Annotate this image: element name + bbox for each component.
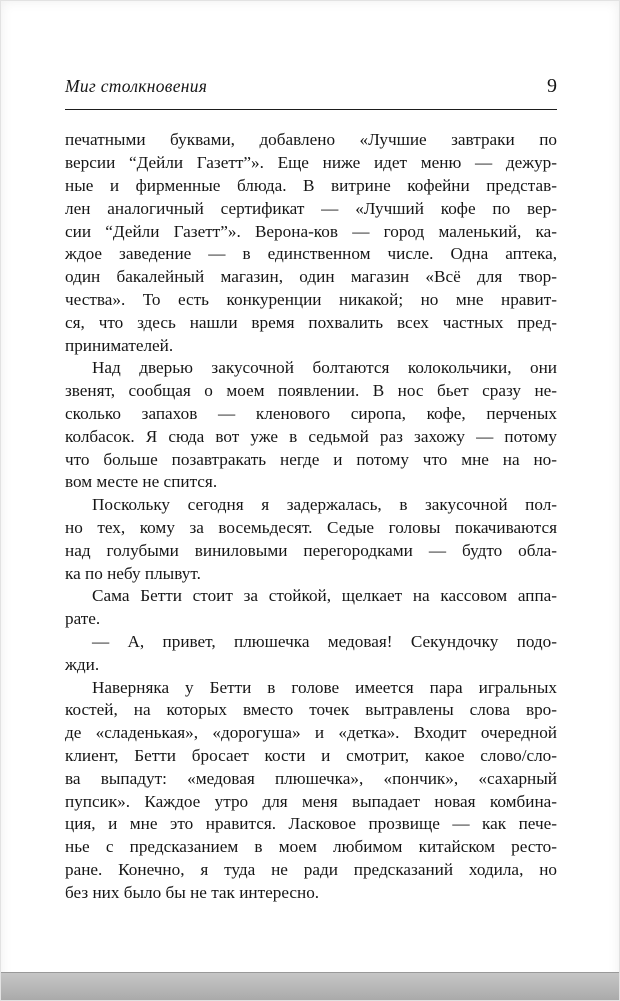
text-line: лен аналогичный сертификат — «Лучший кофе по вер- — [65, 198, 557, 218]
text-line: пупсик». Каждое утро для меня выпадает новая комбина- — [65, 791, 557, 811]
paragraph — [65, 677, 557, 905]
text-line: ране. Конечно, я туда не ради предсказаний ходила, но — [65, 859, 557, 879]
paragraph — [65, 129, 557, 357]
running-title: Миг столкновения — [65, 76, 208, 96]
text-line: ждое заведение — в единственном числе. Одна аптека, — [65, 244, 557, 264]
text-line: Поскольку сегодня я задержалась, в закусочной пол- — [92, 495, 557, 515]
text-line: ся, что здесь нашли время похвалить всех частных пред- — [65, 312, 557, 332]
text-line: вом месте не спится. — [65, 472, 218, 492]
paragraph — [65, 631, 557, 677]
text-line: жди. — [65, 654, 100, 674]
text-line: — А, привет, плюшечка медовая! Секундочку подо- — [92, 631, 557, 651]
text-line: Наверняка у Бетти в голове имеется пара игральных — [92, 677, 557, 697]
text-line: печатными буквами, добавлено «Лучшие завтраки по — [65, 130, 557, 150]
paragraph — [65, 585, 557, 631]
paragraph — [65, 357, 557, 494]
text-line: один бакалейный магазин, один магазин «Всё для твор- — [65, 267, 557, 287]
text-line: Над дверью закусочной болтаются колокольчики, они — [92, 358, 557, 378]
text-line: нье с предсказанием в моем любимом китайском ресто- — [65, 837, 557, 857]
text-line: костей, на которых вместо точек вытравлены слова вро- — [65, 700, 557, 720]
text-line: клиент, Бетти бросает кости и смотрит, какое слово/сло- — [65, 745, 557, 765]
text-line: ва выпадут: «медовая плюшечка», «пончик», «сахарный — [65, 768, 557, 788]
bottom-bar — [1, 972, 619, 1000]
text-line: но тех, кому за восемьдесят. Седые головы покачиваются — [65, 517, 557, 537]
text-line: ция, и мне это нравится. Ласковое прозвище — как пече- — [65, 814, 557, 834]
page-number: 9 — [547, 75, 557, 97]
page-body — [65, 129, 557, 904]
text-line: рате. — [65, 609, 101, 629]
page-content — [1, 1, 619, 904]
paragraph — [65, 494, 557, 585]
page-header — [65, 75, 557, 98]
header-rule — [65, 109, 557, 110]
text-line: де «сладенькая», «дорогуша» и «детка». Входит очередной — [65, 723, 557, 743]
text-line: без них было бы не так интересно. — [65, 882, 320, 902]
text-line: сколько запахов — кленового сиропа, кофе, перченых — [65, 403, 557, 423]
text-line: версии “Дейли Газетт”». Еще ниже идет меню — дежур- — [65, 153, 557, 173]
text-line: ные и фирменные блюда. В витрине кофейни представ- — [65, 175, 557, 195]
text-line: над голубыми виниловыми перегородками — будто обла- — [65, 540, 557, 560]
text-line: что больше позавтракать негде и потому что мне на но- — [65, 449, 557, 469]
text-line: сии “Дейли Газетт”». Верона-ков — город маленький, ка- — [65, 221, 557, 241]
text-line: чества». То есть конкуренции никакой; но мне нравит- — [65, 289, 557, 309]
text-line: ка по небу плывут. — [65, 563, 201, 583]
text-line: звенят, сообщая о моем появлении. В нос бьет сразу не- — [65, 381, 557, 401]
text-line: принимателей. — [65, 335, 174, 355]
text-line: Сама Бетти стоит за стойкой, щелкает на кассовом аппа- — [92, 586, 557, 606]
text-line: колбасок. Я сюда вот уже в седьмой раз захожу — потому — [65, 426, 557, 446]
